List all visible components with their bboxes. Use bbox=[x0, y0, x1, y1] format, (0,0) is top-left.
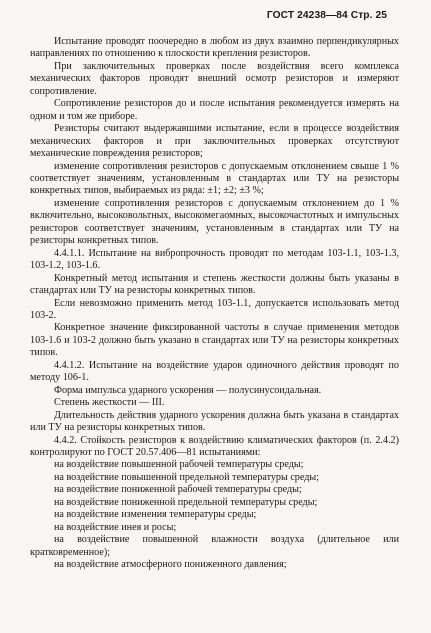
list-item: на воздействие атмосферного пониженного давления; bbox=[54, 559, 287, 571]
paragraph: изменение сопротивления резисторов с допускаемым отклонением до 1 % включительно, высоковольтных, высокомегаомных, высокочастотных и импульсных резисторов соответствует значениям, установленным в стандартах или ТУ на резисторы конкретных типов. bbox=[30, 197, 399, 247]
paragraph: Степень жесткости — III. bbox=[54, 397, 165, 409]
list-item: на воздействие повышенной влажности воздуха (длительное или кратковременное); bbox=[30, 534, 399, 558]
page-number: Стр. 25 bbox=[350, 10, 387, 21]
paragraph: Сопротивление резисторов до и после испытания рекомендуется измерять на одном и том же приборе. bbox=[30, 98, 399, 122]
clause-4-4-1-1: 4.4.1.1. Испытание на вибропрочность проводят по методам 103-1.1, 103-1.3, 103-1.2, 103-1.6. bbox=[30, 247, 399, 272]
clause-4-4-2: 4.4.2. Стойкость резисторов к воздействию климатических факторов (п. 2.4.2) контролируют по ГОСТ 20.57.406—81 испытаниями: bbox=[30, 434, 399, 458]
paragraph: Конкретное значение фиксированной частоты в случае применения методов 103-1.6 и 103-2 должно быть указано в стандартах или ТУ на резисторы конкретных типов. bbox=[30, 322, 399, 359]
paragraph: Форма импульса ударного ускорения — полусинусоидальная. bbox=[54, 384, 322, 396]
paragraph: Если невозможно применить метод 103-1.1, допускается использовать метод 103-2. bbox=[30, 297, 399, 321]
paragraph: Длительность действия ударного ускорения должна быть указана в стандартах или ТУ на резисторы конкретных типов. bbox=[30, 409, 399, 434]
clause-4-4-1-2: 4.4.1.2. Испытание на воздействие ударов одиночного действия проводят по методу 106-1. bbox=[30, 359, 399, 384]
list-item: на воздействие повышенной рабочей температуры среды; bbox=[54, 459, 304, 471]
paragraph: При заключительных проверках после воздействия всего комплекса механических факторов проводят внешний осмотр резисторов и измеряют сопротивление. bbox=[30, 60, 399, 97]
paragraph: Испытание проводят поочередно в любом из двух взаимно перпендикулярных направлениях по отношению к плоскости крепления резисторов. bbox=[30, 36, 399, 60]
paragraph: Конкретный метод испытания и степень жесткости должны быть указаны в стандартах или ТУ на резисторы конкретных типов. bbox=[30, 272, 399, 297]
paragraph: Резисторы считают выдержавшими испытание, если в процессе воздействия механических факторов и при заключительных проверках отсутствуют механические повреждения резисторов; bbox=[30, 123, 399, 160]
document-body bbox=[30, 36, 399, 571]
list-item: на воздействие повышенной предельной температуры среды; bbox=[54, 471, 319, 483]
paragraph: изменение сопротивления резисторов с допускаемым отклонением свыше 1 % соответствует значениям, установленным в стандартах или ТУ на резисторы конкретных типов, выбираемых из ряда: ±1; ±2; ±3 %; bbox=[30, 160, 399, 197]
list-item: на воздействие изменения температуры среды; bbox=[54, 509, 257, 521]
page-header bbox=[267, 10, 387, 21]
standard-number: ГОСТ 24238—84 bbox=[266, 10, 348, 21]
list-item: на воздействие инея и росы; bbox=[54, 521, 177, 533]
list-item: на воздействие пониженной рабочей температуры среды; bbox=[54, 484, 302, 496]
list-item: на воздействие пониженной предельной температуры среды; bbox=[54, 496, 318, 508]
